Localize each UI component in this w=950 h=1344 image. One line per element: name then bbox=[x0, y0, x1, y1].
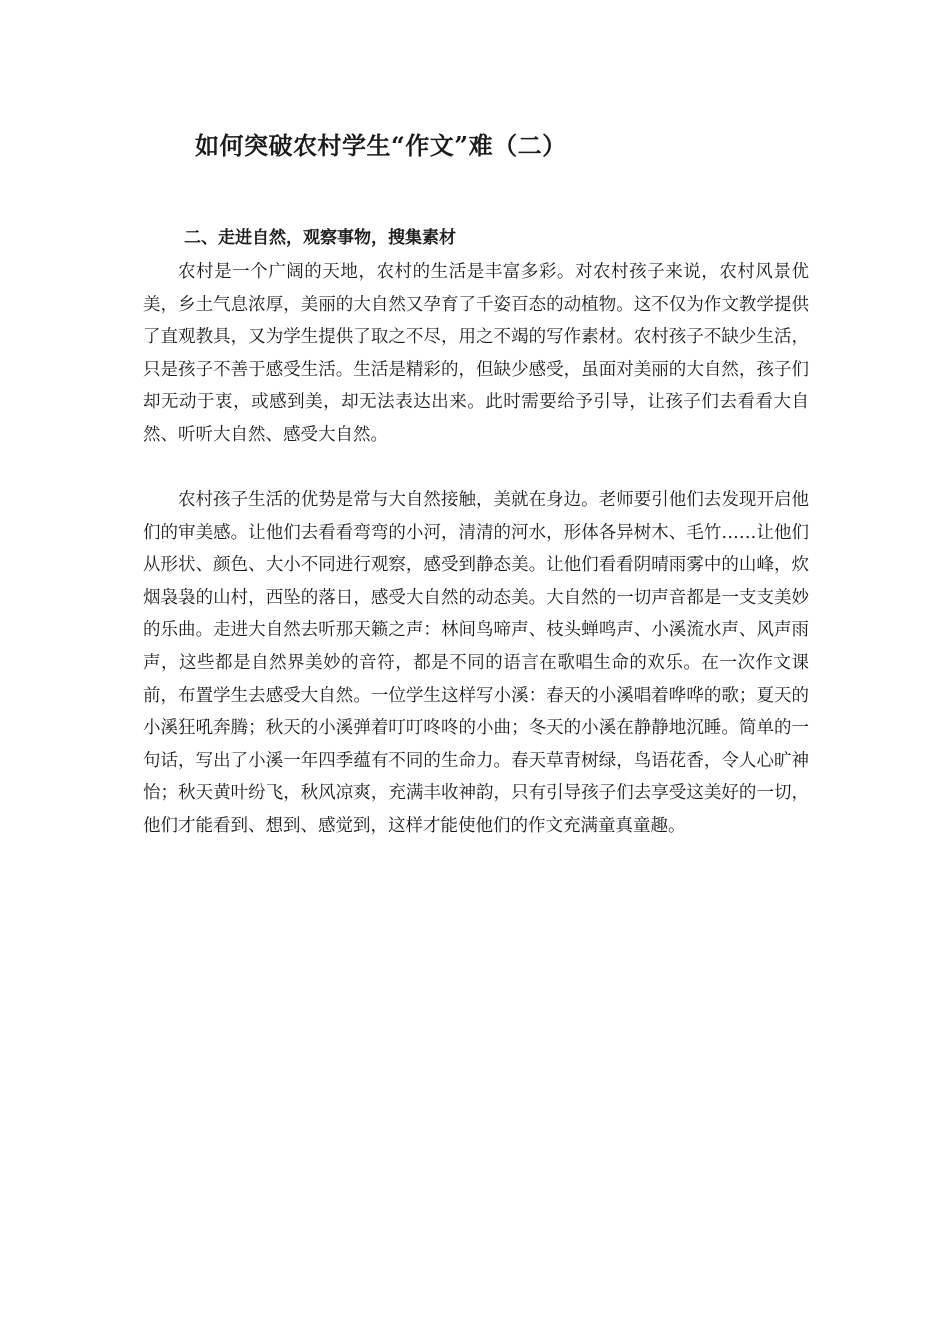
body-paragraph-2: 农村孩子生活的优势是常与大自然接触，美就在身边。老师要引他们去发现开启他们的审美感。让他们去看看弯弯的小河，清清的河水，形体各异树木、毛竹……让他们从形状、颜色、大小不同进行观察，感受到静态美。让他们看看阴晴雨雾中的山峰，炊烟袅袅的山村，西坠的落日，感受大自然的动态美。大自然的一切声音都是一支支美妙的乐曲。走进大自然去听那天籁之声：林间鸟啼声、枝头蝉鸣声、小溪流水声、风声雨声，这些都是自然界美妙的音符，都是不同的语言在歌唱生命的欢乐。在一次作文课前，布置学生去感受大自然。一位学生这样写小溪：春天的小溪唱着哗哗的歌；夏天的小溪狂吼奔腾；秋天的小溪弹着叮叮咚咚的小曲；冬天的小溪在静静地沉睡。简单的一句话，写出了小溪一年四季蕴有不同的生命力。春天草青树绿，鸟语花香，令人心旷神怡；秋天黄叶纷飞，秋风凉爽，充满丰收神韵，只有引导孩子们去享受这美好的一切，他们才能看到、想到、感觉到，这样才能使他们的作文充满童真童趣。 bbox=[143, 490, 809, 836]
body-paragraph-1: 农村是一个广阔的天地，农村的生活是丰富多彩。对农村孩子来说，农村风景优美，乡土气息浓厚，美丽的大自然又孕育了千姿百态的动植物。这不仅为作文教学提供了直观教具，又为学生提供了取之不尽，用之不竭的写作素材。农村孩子不缺少生活，只是孩子不善于感受生活。生活是精彩的，但缺少感受，虽面对美丽的大自然，孩子们却无动于衷，或感到美，却无法表达出来。此时需要给予引导，让孩子们去看看大自然、听听大自然、感受大自然。 bbox=[143, 262, 809, 445]
section-heading: 二、走进自然，观察事物，搜集素材 bbox=[184, 228, 456, 248]
document-title: 如何突破农村学生“作文”难（二） bbox=[195, 131, 567, 160]
